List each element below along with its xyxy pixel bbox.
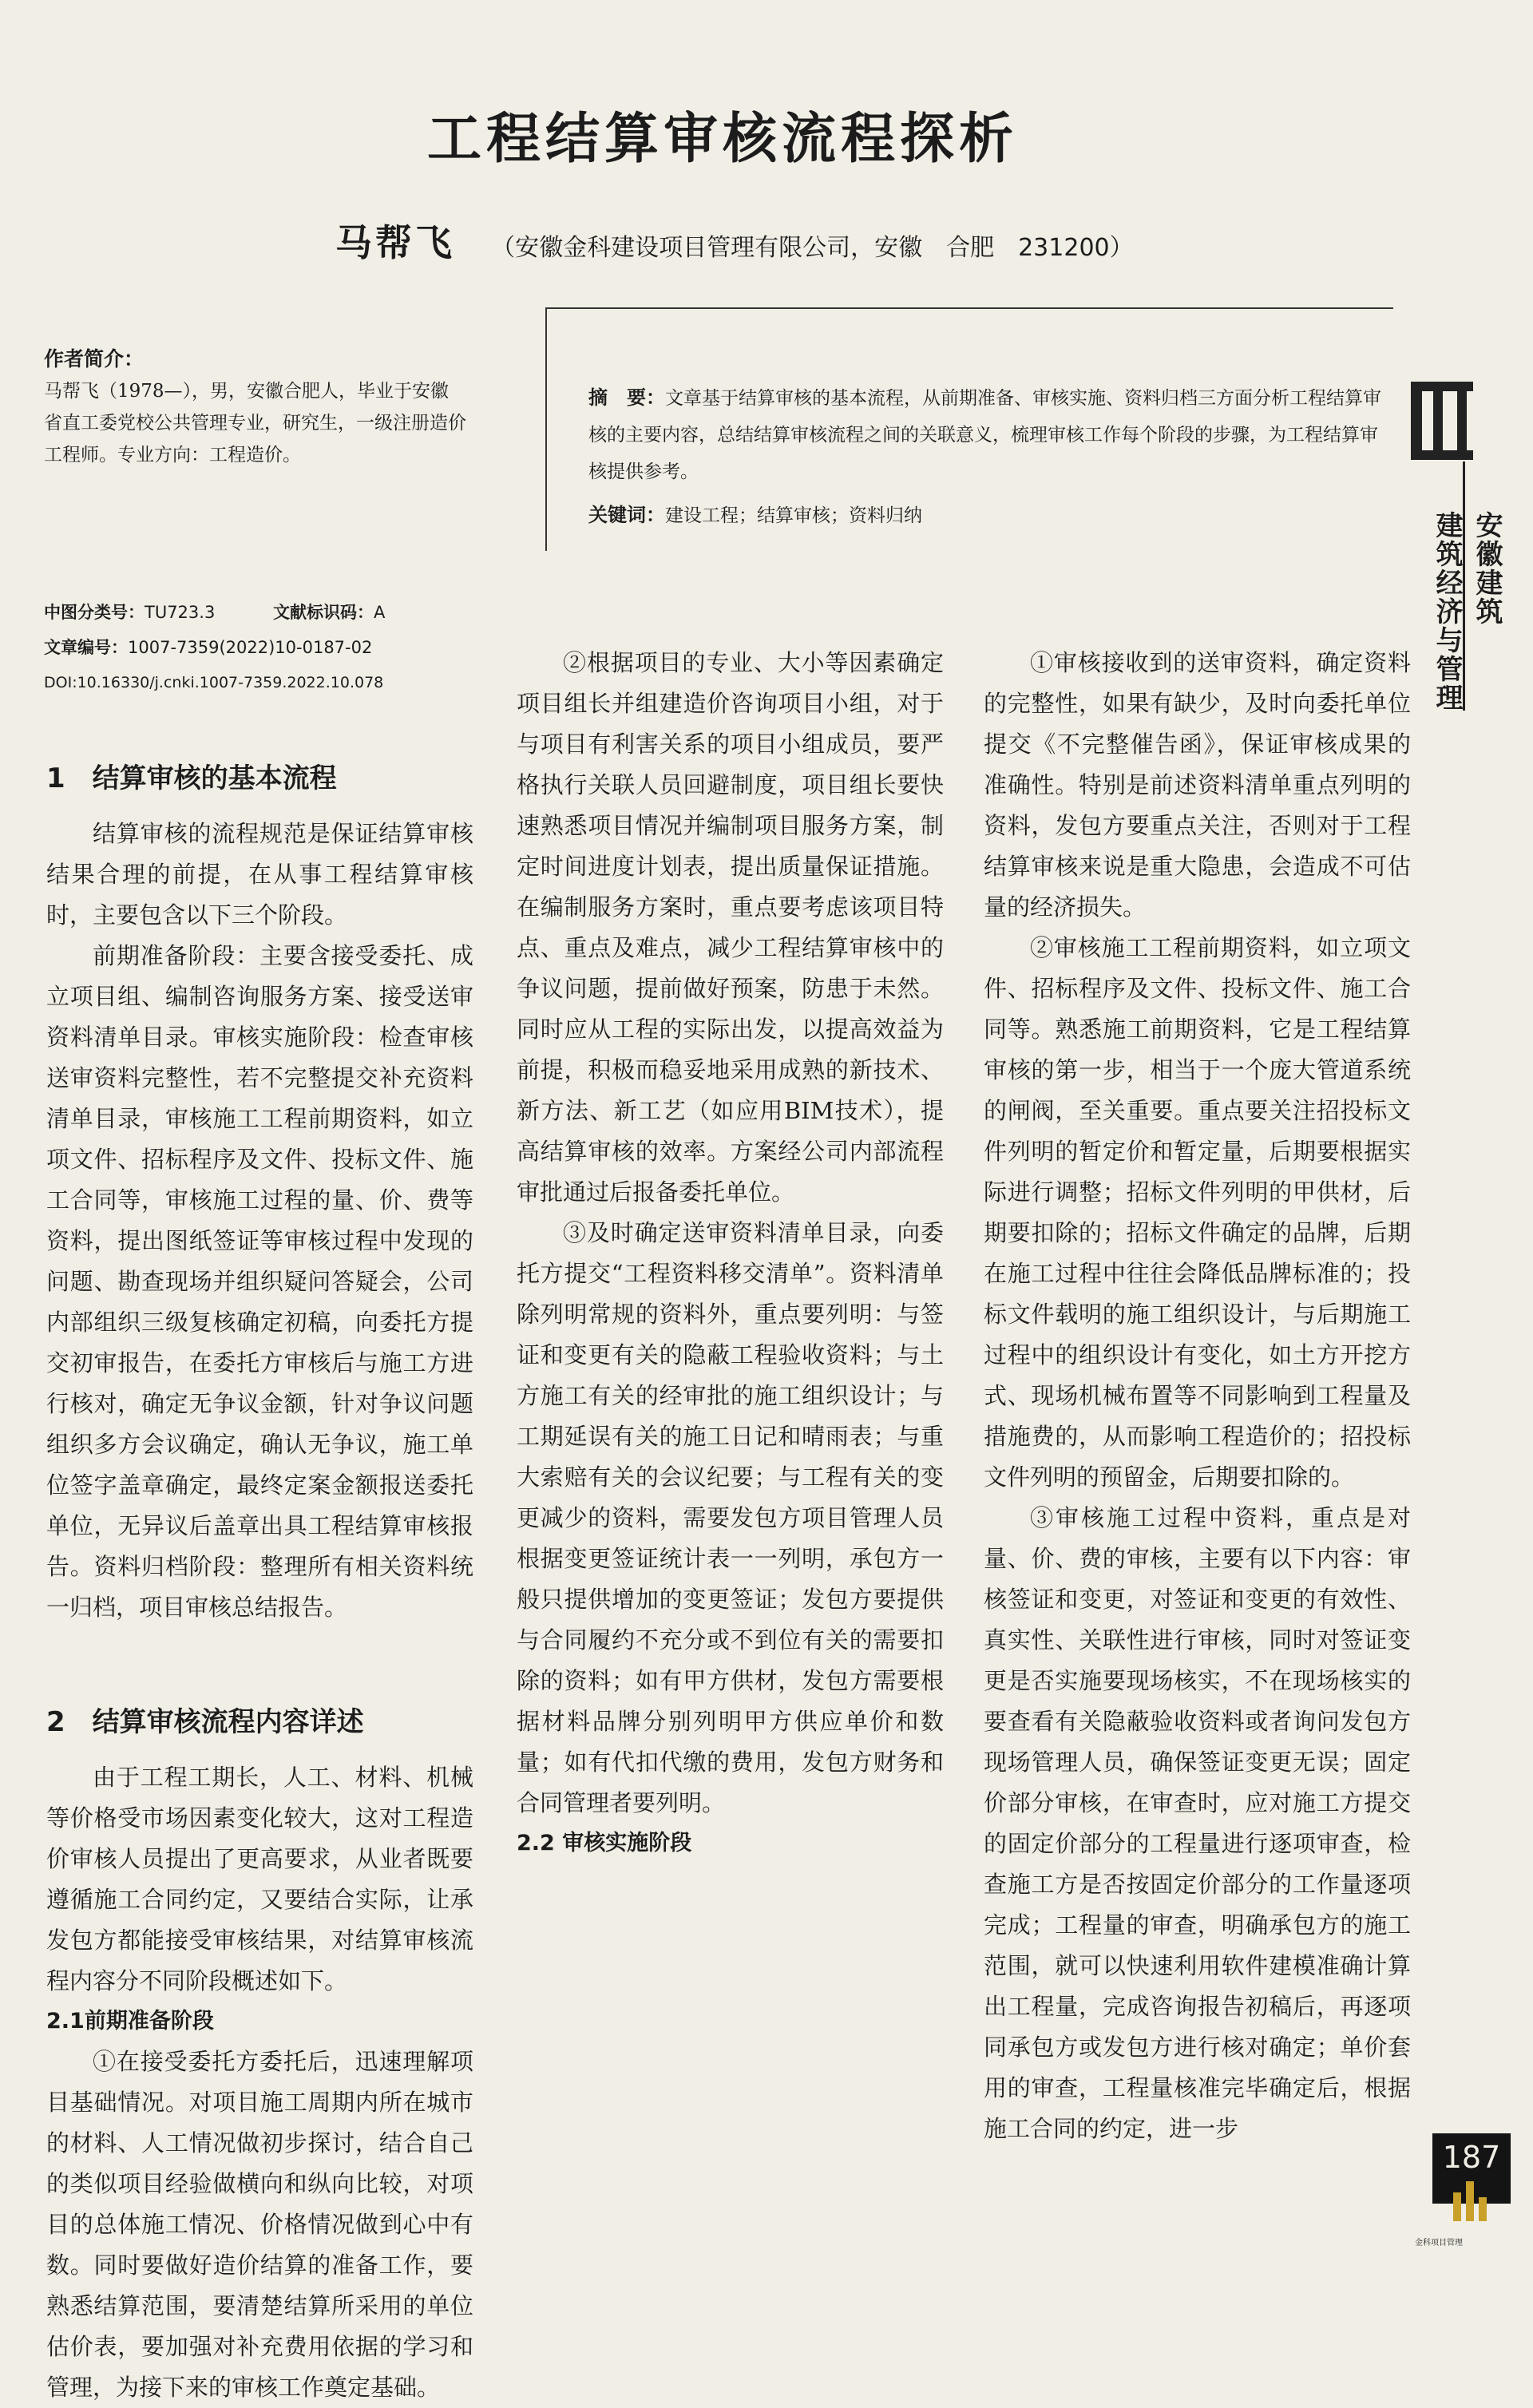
keywords-text: 建设工程；结算审核；资料归纳 (665, 505, 922, 526)
column-2 (517, 643, 944, 1863)
paragraph: ③审核施工过程中资料，重点是对量、价、费的审核，主要有以下内容：审核签证和变更，对签证和变更的有效性、真实性、关联性进行审核，同时对签证变更是否实施要现场核实，不在现场核实的要查看有关隐蔽验收资料或者询问发包方现场管理人员，确保签证变更无误；固定价部分审核，在审查时，应对施工方提交的固定价部分的工程量进行逐项审查，检查施工方是否按固定价部分的工作量逐项完成；工程量的审查，明确承包方的施工范围，就可以快速利用软件建模准确计算出工程量，完成咨询报告初稿后，再逐项同承包方或发包方进行核对确定；单价套用的审查，工程量核准完毕确定后，根据施工合同的约定，进一步 (984, 1504, 1411, 2142)
paragraph: ②根据项目的专业、大小等因素确定项目组长并组建造价咨询项目小组，对于与项目有利害关系的项目小组成员，要严格执行关联人员回避制度，项目组长要快速熟悉项目情况并编制项目服务方案，制定时间进度计划表，提出质量保证措施。在编制服务方案时，重点要考虑该项目特点、重点及难点，减少工程结算审核中的争议问题，提前做好预案，防患于未然。同时应从工程的实际出发，以提高效益为前提，积极而稳妥地采用成熟的新技术、新方法、新工艺（如应用BIM技术），提高结算审核的效率。方案经公司内部流程审批通过后报备委托单位。 (517, 649, 944, 1206)
paragraph: 前期准备阶段：主要含接受委托、成立项目组、编制咨询服务方案、接受送审资料清单目录。审核实施阶段：检查审核送审资料完整性，若不完整提交补充资料清单目录，审核施工工程前期资料，如立项文件、招标程序及文件、投标文件、施工合同等，审核施工过程的量、价、费等资料，提出图纸签证等审核过程中发现的问题、勘查现场并组织疑问答疑会，公司内部组织三级复核确定初稿，向委托方提交初审报告，在委托方审核后与施工方进行核对，确定无争议金额，针对争议问题组织多方会议确定，确认无争议，施工单位签字盖章确定，最终定案金额报送委托单位，无异议后盖章出具工程结算审核报告。资料归档阶段：整理所有相关资料统一归档，项目审核总结报告。 (46, 942, 473, 1621)
paragraph: ①审核接收到的送审资料，确定资料的完整性，如果有缺少，及时向委托单位提交《不完整催告函》，保证审核成果的准确性。特别是前述资料清单重点列明的资料，发包方要重点关注，否则对于工程结算审核来说是重大隐患，会造成不可估量的经济损失。 (984, 649, 1411, 921)
bio-text: 马帮飞（1978—），男，安徽合肥人，毕业于安徽省直工委党校公共管理专业，研究生，一级注册造价工程师。专业方向：工程造价。 (44, 381, 466, 465)
classification-line (44, 595, 491, 630)
article-title: 工程结算审核流程探析 (426, 108, 1018, 171)
article-number-line (44, 630, 491, 665)
doc-code-value: A (374, 603, 386, 622)
doc-code-label: 文献标识码： (273, 603, 374, 622)
author-name: 马帮飞 (335, 221, 455, 264)
section-1-heading: 1 结算审核的基本流程 (46, 762, 337, 794)
paragraph: ①在接受委托方委托后，迅速理解项目基础情况。对项目施工周期内所在城市的材料、人工情况做初步探讨，结合自己的类似项目经验做横向和纵向比较，对项目的总体施工情况、价格情况做到心中有数。同时要做好造价结算的准备工作，要熟悉结算范围，要清楚结算所采用的单位估价表，要加强对补充费用依据的学习和管理，为接下来的审核工作奠定基础。 (46, 2048, 473, 2401)
author-bio (44, 343, 467, 471)
author-affiliation: （安徽金科建设项目管理有限公司，安徽 合肥 231200） (491, 234, 1134, 262)
abstract-box (545, 307, 1393, 551)
section-2-heading: 2 结算审核流程内容详述 (46, 1706, 364, 1738)
page-number: 187 (1432, 2133, 1511, 2204)
section-2-2-heading: 2.2 审核实施阶段 (517, 1831, 692, 1856)
abstract (588, 379, 1385, 490)
column-3 (984, 643, 1411, 2149)
doi: DOI:10.16330/j.cnki.1007-7359.2022.10.078 (44, 674, 384, 691)
abstract-text: 文章基于结算审核的基本流程，从前期准备、审核实施、资料归档三方面分析工程结算审核的主要内容，总结结算审核流程之间的关联意义，梳理审核工作每个阶段的步骤，为工程结算审核提供参考。 (588, 388, 1381, 482)
sidebar-section-label: 建筑经济与管理 (1431, 511, 1463, 712)
abstract-label: 摘 要： (588, 386, 665, 409)
footer-caption: 金科项目管理 (1415, 2239, 1463, 2248)
article-no-value: 1007-7359(2022)10-0187-02 (128, 638, 373, 657)
clc-label: 中图分类号： (44, 603, 145, 622)
paragraph: ③及时确定送审资料清单目录，向委托方提交“工程资料移交清单”。资料清单除列明常规的资料外，重点要列明：与签证和变更有关的隐蔽工程验收资料；与土方施工有关的经审批的施工组织设计；与工期延误有关的施工日记和晴雨表；与重大索赔有关的会议纪要；与工程有关的变更减少的资料，需要发包方项目管理人员根据变更签证统计表一一列明，承包方一般只提供增加的变更签证；发包方要提供与合同履约不充分或不到位有关的需要扣除的资料；如有甲方供材，发包方需要根据材料品牌分别列明甲方供应单价和数量；如有代扣代缴的费用，发包方财务和合同管理者要列明。 (517, 1219, 944, 1816)
paragraph: ②审核施工工程前期资料，如立项文件、招标程序及文件、投标文件、施工合同等。熟悉施工前期资料，它是工程结算审核的第一步，相当于一个庞大管道系统的闸阀，至关重要。重点要关注招投标文件列明的暂定价和暂定量，后期要根据实际进行调整；招标文件列明的甲供材，后期要扣除的；招标文件确定的品牌，后期在施工过程中往往会降低品牌标准的；投标文件载明的施工组织设计，与后期施工过程中的组织设计有变化，如土方开挖方式、现场机械布置等不同影响到工程量及措施费的，从而影响工程造价的；招投标文件列明的预留金，后期要扣除的。 (984, 934, 1411, 1491)
clc-value: TU723.3 (145, 603, 216, 622)
author-line (335, 214, 1134, 267)
bio-heading: 作者简介： (44, 347, 145, 370)
paragraph: 由于工程工期长，人工、材料、机械等价格受市场因素变化较大，这对工程造价审核人员提出了更高要求，从业者既要遵循施工合同约定，又要结合实际，让承发包方都能接受审核结果，对结算审核流程内容分不同阶段概述如下。 (46, 1764, 473, 1994)
column-1 (46, 739, 473, 2408)
sidebar-journal-label: 安徽建筑 (1471, 511, 1503, 626)
article-metadata (44, 595, 491, 700)
section-2-1-heading: 2.1前期准备阶段 (46, 2009, 214, 2034)
journal-logo-icon (1411, 382, 1473, 460)
keywords (588, 497, 1385, 534)
paragraph: 结算审核的流程规范是保证结算审核结果合理的前提，在从事工程结算审核时，主要包含以下三个阶段。 (46, 820, 473, 929)
keywords-label: 关键词： (588, 504, 665, 526)
article-no-label: 文章编号： (44, 638, 128, 657)
publisher-logo-icon (1442, 2181, 1498, 2232)
